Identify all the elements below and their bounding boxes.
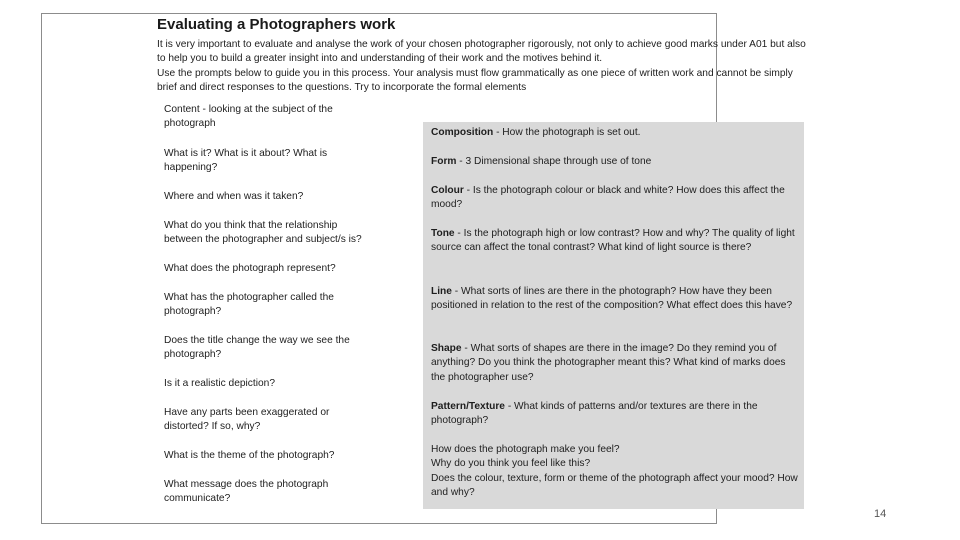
content-question: Is it a realistic depiction?	[164, 378, 275, 389]
content-question: Have any parts been exaggerated or distorted? If so, why?	[164, 407, 330, 433]
formal-element-shape: Shape - What sorts of shapes are there in the image? Do they remind you of anything? Do you think the photographer meant this? What kind of marks does the photographer use?	[431, 343, 786, 383]
formal-element-form: Form - 3 Dimensional shape through use of tone	[431, 156, 652, 167]
content-question: Does the title change the way we see the photograph?	[164, 335, 350, 361]
intro-paragraph-1: It is very important to evaluate and analyse the work of your chosen photographer rigorously, not only to achieve good marks under A01 but also to help you to build a greater insight into and understanding of their work and the motives behind it.	[157, 39, 806, 65]
feelings-question: How does the photograph make you feel?	[431, 444, 620, 455]
page-title: Evaluating a Photographers work	[157, 16, 396, 33]
content-question: What does the photograph represent?	[164, 263, 336, 274]
page-number: 14	[874, 508, 887, 520]
content-heading: Content - looking at the subject of the photograph	[164, 104, 333, 130]
formal-element-pattern-texture: Pattern/Texture - What kinds of patterns and/or textures are there in the photograph?	[431, 401, 758, 427]
intro-paragraph-2: Use the prompts below to guide you in this process. Your analysis must flow grammatically as one piece of written work and cannot be simply brief and direct responses to the questions. Try to incorporate the formal elements	[157, 67, 793, 94]
content-question: What message does the photograph communicate?	[164, 479, 329, 505]
content-question: What is it? What is it about? What is happening?	[164, 148, 328, 174]
formal-element-colour: Colour - Is the photograph colour or black and white? How does this affect the mood?	[431, 185, 785, 211]
content-question: What has the photographer called the photograph?	[164, 292, 334, 318]
feelings-questions	[431, 443, 801, 501]
feelings-question: Does the colour, texture, form or theme of the photograph affect your mood? How and why?	[431, 472, 798, 499]
formal-element-tone: Tone - Is the photograph high or low contrast? How and why? The quality of light source can affect the tonal contrast? What kind of light source is there?	[431, 228, 795, 254]
content-question: Where and when was it taken?	[164, 191, 304, 202]
content-question: What is the theme of the photograph?	[164, 450, 335, 461]
formal-element-line: Line - What sorts of lines are there in the photograph? How have they been positioned in relation to the rest of the composition? What effect does this have?	[431, 286, 793, 312]
intro-text	[157, 38, 807, 96]
feelings-question: Why do you think you feel like this?	[431, 458, 591, 470]
content-question: What do you think that the relationship between the photographer and subject/s is?	[164, 220, 362, 246]
formal-element-composition: Composition - How the photograph is set out.	[431, 127, 641, 138]
